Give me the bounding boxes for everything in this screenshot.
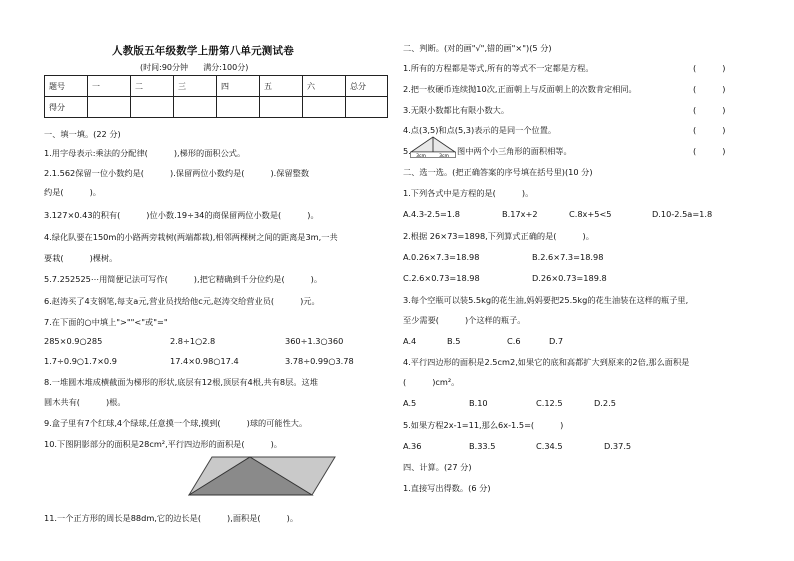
choice-3-cont: 至少需要( )个这样的瓶子。	[403, 315, 526, 325]
score-blank-cell[interactable]	[217, 97, 260, 118]
score-blank-cell[interactable]	[131, 97, 174, 118]
question-4: 4.绿化队要在150m的小路两旁栽树(两端都栽),相邻两棵树之间的距离是3m,一共	[44, 232, 338, 242]
choice-option[interactable]: D.2.5	[594, 398, 616, 408]
compare-item: 1.7÷0.9○1.7×0.9	[44, 356, 117, 366]
parallelogram-figure	[188, 456, 336, 496]
choice-option[interactable]: A.36	[403, 441, 422, 451]
answer-paren[interactable]: ( )	[693, 84, 726, 94]
answer-paren[interactable]: ( )	[693, 63, 726, 73]
question-8-cont: 圆木共有( )根。	[44, 397, 126, 407]
question-7: 7.在下面的○中填上">""<"或"="	[44, 317, 168, 327]
section-2-heading: 二、判断。(对的画"√",错的画"×")(5 分)	[403, 43, 552, 53]
choice-option[interactable]: B.33.5	[469, 441, 496, 451]
judge-3: 3.无限小数都比有限小数大。	[403, 105, 510, 115]
choice-4: 4.平行四边形的面积是2.5cm2,如果它的底和高都扩大到原来的2倍,那么面积是	[403, 357, 690, 367]
question-5: 5.7.252525⋯用简便记法可写作( ),把它精确到千分位约是( )。	[44, 274, 323, 284]
score-table-score-row	[45, 97, 388, 118]
choice-option[interactable]: C.34.5	[536, 441, 563, 451]
score-blank-cell[interactable]	[174, 97, 217, 118]
score-table-cell: 总分	[346, 76, 388, 97]
choice-option[interactable]: C.12.5	[536, 398, 563, 408]
choice-option[interactable]: D.37.5	[604, 441, 632, 451]
judge-1: 1.所有的方程都是等式,所有的等式不一定都是方程。	[403, 63, 594, 73]
compare-item: 285×0.9○285	[44, 336, 103, 346]
section-3-heading: 二、选一选。(把正确答案的序号填在括号里)(10 分)	[403, 167, 593, 177]
choice-5: 5.如果方程2x-1=11,那么6x-1.5=( )	[403, 420, 564, 430]
judge-5: 图中两个小三角形的面积相等。	[457, 146, 572, 156]
choice-option[interactable]: B.5	[447, 336, 461, 346]
choice-option[interactable]: A.5	[403, 398, 417, 408]
choice-option[interactable]: B.10	[469, 398, 488, 408]
choice-option[interactable]: C.8x+5<5	[569, 209, 612, 219]
choice-option[interactable]: B.2.6×7.3=18.98	[532, 252, 604, 262]
score-table-cell: 六	[303, 76, 346, 97]
question-4-cont: 要栽( )棵树。	[44, 253, 118, 263]
judge-4: 4.点(3,5)和点(5,3)表示的是同一个位置。	[403, 125, 557, 135]
choice-option[interactable]: D.7	[549, 336, 564, 346]
choice-2: 2.根据 26×73=1898,下列算式正确的是( )。	[403, 231, 594, 241]
compare-item: 3.78÷0.99○3.78	[285, 356, 354, 366]
choice-option[interactable]: D.26×0.73=189.8	[532, 273, 607, 283]
score-blank-cell[interactable]	[346, 97, 388, 118]
question-6: 6.赵涛买了4支钢笔,每支a元,营业员找给他c元,赵涛交给营业员( )元。	[44, 296, 320, 306]
question-3: 3.127×0.43的积有( )位小数.19÷34的商保留两位小数是( )。	[44, 210, 319, 220]
score-table-header-row	[45, 76, 388, 97]
triangle-figure	[410, 136, 456, 158]
score-table-cell: 一	[88, 76, 131, 97]
question-11: 11.一个正方形的周长是88dm,它的边长是( ),面积是( )。	[44, 513, 299, 523]
score-table-cell: 四	[217, 76, 260, 97]
answer-paren[interactable]: ( )	[693, 105, 726, 115]
answer-paren[interactable]: ( )	[693, 146, 726, 156]
question-2-cont: 约是( )。	[44, 187, 101, 197]
choice-option[interactable]: A.0.26×7.3=18.98	[403, 252, 480, 262]
question-8: 8.一堆圆木堆成横截面为梯形的形状,底层有12根,顶层有4根,共有8层。这堆	[44, 377, 318, 387]
choice-option[interactable]: A.4	[403, 336, 417, 346]
score-table	[44, 75, 388, 118]
choice-option[interactable]: A.4.3-2.5=1.8	[403, 209, 460, 219]
score-blank-cell[interactable]	[88, 97, 131, 118]
score-blank-cell[interactable]	[303, 97, 346, 118]
figure-label: 3cm	[416, 154, 426, 158]
score-table-cell: 五	[260, 76, 303, 97]
choice-1: 1.下列各式中是方程的是( )。	[403, 188, 534, 198]
choice-option[interactable]: C.2.6×0.73=18.98	[403, 273, 480, 283]
exam-title: 人教版五年级数学上册第八单元测试卷	[112, 45, 294, 57]
compare-item: 17.4×0.98○17.4	[170, 356, 239, 366]
time-score-line: (时间:90分钟 满分:100分)	[140, 63, 249, 72]
score-table-cell: 得分	[45, 97, 88, 118]
section-4-heading: 四、计算。(27 分)	[403, 462, 472, 472]
judge-2: 2.把一枚硬币连续抛10次,正面朝上与反面朝上的次数肯定相同。	[403, 84, 637, 94]
score-blank-cell[interactable]	[260, 97, 303, 118]
judge-5-number: 5.	[403, 146, 411, 156]
choice-option[interactable]: C.6	[507, 336, 521, 346]
score-table-cell: 三	[174, 76, 217, 97]
question-2: 2.1.562保留一位小数约是( ).保留两位小数约是( ).保留整数	[44, 168, 310, 178]
choice-3: 3.每个空瓶可以装5.5kg的花生油,妈妈要把25.5kg的花生油装在这样的瓶子里,	[403, 295, 689, 305]
figure-label: 3cm	[439, 154, 449, 158]
section-1-heading: 一、填一填。(22 分)	[44, 129, 121, 139]
answer-paren[interactable]: ( )	[693, 125, 726, 135]
question-9: 9.盒子里有7个红球,4个绿球,任意摸一个球,摸到( )球的可能性大。	[44, 418, 308, 428]
choice-option[interactable]: B.17x+2	[502, 209, 538, 219]
choice-option[interactable]: D.10-2.5a=1.8	[652, 209, 713, 219]
question-1: 1.用字母表示:乘法的分配律( ),梯形的面积公式。	[44, 148, 246, 158]
choice-4-cont: ( )cm²。	[403, 377, 460, 387]
compare-item: 360÷1.3○360	[285, 336, 344, 346]
compare-item: 2.8÷1○2.8	[170, 336, 216, 346]
question-10: 10.下图阴影部分的面积是28cm²,平行四边形的面积是( )。	[44, 439, 282, 449]
score-table-cell: 题号	[45, 76, 88, 97]
score-table-cell: 二	[131, 76, 174, 97]
calc-1: 1.直接写出得数。(6 分)	[403, 483, 491, 493]
